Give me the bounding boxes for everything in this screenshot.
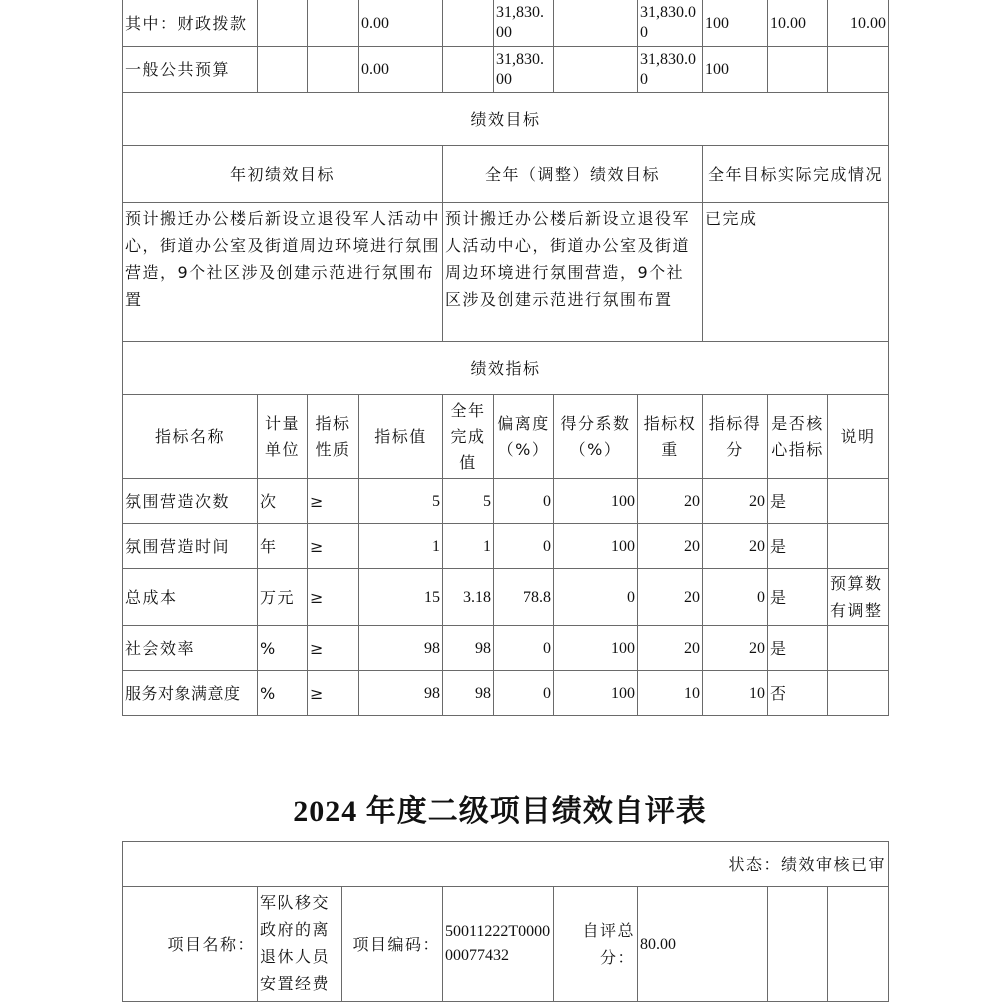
indicator-weight: 20 <box>638 524 703 569</box>
indicators-header-row <box>123 395 889 479</box>
project-name-label: 项目名称： <box>123 887 258 1002</box>
indicator-score: 20 <box>703 524 768 569</box>
header-score: 指标得分 <box>703 395 768 479</box>
indicator-target: 98 <box>359 671 443 716</box>
indicator-deviation: 78.8 <box>494 569 554 626</box>
second-performance-table <box>122 841 889 1002</box>
funding-cell <box>308 0 359 47</box>
indicator-name: 总成本 <box>123 569 258 626</box>
indicator-core: 是 <box>768 569 828 626</box>
funding-row <box>123 0 889 47</box>
indicator-target: 5 <box>359 479 443 524</box>
indicator-score: 20 <box>703 479 768 524</box>
funding-cell <box>258 0 308 47</box>
self-score-value: 80.00 <box>638 887 768 1002</box>
empty-cell <box>828 887 889 1002</box>
indicator-note <box>828 671 889 716</box>
indicator-coef: 100 <box>554 479 638 524</box>
indicator-coef: 100 <box>554 671 638 716</box>
indicator-target: 1 <box>359 524 443 569</box>
header-indicator-name: 指标名称 <box>123 395 258 479</box>
indicator-core: 是 <box>768 626 828 671</box>
funding-cell: 0.00 <box>359 47 443 93</box>
indicator-weight: 10 <box>638 671 703 716</box>
funding-label: 一般公共预算 <box>123 47 258 93</box>
status-label: 状态：绩效审核已审 <box>123 842 889 887</box>
indicator-actual: 1 <box>443 524 494 569</box>
indicator-weight: 20 <box>638 626 703 671</box>
indicator-name: 氛围营造时间 <box>123 524 258 569</box>
goals-adjusted-text: 预计搬迁办公楼后新设立退役军人活动中心，街道办公室及街道周边环境进行氛围营造，9个社区涉及创建示范进行氛围布置 <box>443 203 703 342</box>
empty-cell <box>768 887 828 1002</box>
indicator-deviation: 0 <box>494 479 554 524</box>
header-unit: 计量单位 <box>258 395 308 479</box>
indicator-unit: % <box>258 626 308 671</box>
indicator-nature: ≥ <box>308 479 359 524</box>
indicator-row <box>123 626 889 671</box>
indicator-note <box>828 524 889 569</box>
indicator-nature: ≥ <box>308 626 359 671</box>
indicator-weight: 20 <box>638 479 703 524</box>
indicator-note <box>828 626 889 671</box>
funding-label: 其中：财政拨款 <box>123 0 258 47</box>
header-weight: 指标权重 <box>638 395 703 479</box>
funding-cell <box>828 47 889 93</box>
indicator-row <box>123 479 889 524</box>
funding-cell <box>554 47 638 93</box>
indicator-core: 是 <box>768 479 828 524</box>
project-name-value: 军队移交政府的离退休人员安置经费 <box>258 887 342 1002</box>
indicator-core: 是 <box>768 524 828 569</box>
indicator-unit: % <box>258 671 308 716</box>
header-deviation: 偏离度（%） <box>494 395 554 479</box>
funding-cell <box>308 47 359 93</box>
indicator-score: 20 <box>703 626 768 671</box>
header-note: 说明 <box>828 395 889 479</box>
indicator-coef: 100 <box>554 524 638 569</box>
indicator-unit: 万元 <box>258 569 308 626</box>
indicator-actual: 98 <box>443 671 494 716</box>
indicator-deviation: 0 <box>494 524 554 569</box>
indicator-note: 预算数有调整 <box>828 569 889 626</box>
performance-table <box>122 0 889 716</box>
indicator-row <box>123 524 889 569</box>
indicator-deviation: 0 <box>494 626 554 671</box>
indicator-score: 0 <box>703 569 768 626</box>
goals-header-actual: 全年目标实际完成情况 <box>703 146 889 203</box>
indicator-row <box>123 569 889 626</box>
indicator-coef: 0 <box>554 569 638 626</box>
funding-cell <box>258 47 308 93</box>
indicator-row <box>123 671 889 716</box>
indicator-nature: ≥ <box>308 671 359 716</box>
indicator-unit: 年 <box>258 524 308 569</box>
indicator-name: 服务对象满意度 <box>123 671 258 716</box>
indicator-note <box>828 479 889 524</box>
indicator-nature: ≥ <box>308 569 359 626</box>
header-coef: 得分系数（%） <box>554 395 638 479</box>
funding-cell: 0.00 <box>359 0 443 47</box>
funding-cell: 31,830.00 <box>494 0 554 47</box>
indicator-actual: 3.18 <box>443 569 494 626</box>
second-table-title: 2024 年度二级项目绩效自评表 <box>293 795 707 828</box>
goals-header-adjusted: 全年（调整）绩效目标 <box>443 146 703 203</box>
funding-cell: 100 <box>703 0 768 47</box>
indicator-coef: 100 <box>554 626 638 671</box>
project-code-value: 50011222T000000077432 <box>443 887 554 1002</box>
header-target: 指标值 <box>359 395 443 479</box>
indicator-target: 15 <box>359 569 443 626</box>
funding-cell <box>768 47 828 93</box>
indicator-unit: 次 <box>258 479 308 524</box>
funding-cell <box>443 47 494 93</box>
funding-cell: 31,830.00 <box>638 47 703 93</box>
indicator-nature: ≥ <box>308 524 359 569</box>
indicator-core: 否 <box>768 671 828 716</box>
funding-cell: 100 <box>703 47 768 93</box>
funding-cell: 31,830.00 <box>638 0 703 47</box>
goals-actual-text: 已完成 <box>703 203 889 342</box>
indicator-weight: 20 <box>638 569 703 626</box>
funding-row <box>123 47 889 93</box>
project-code-label: 项目编码： <box>342 887 443 1002</box>
header-core: 是否核心指标 <box>768 395 828 479</box>
indicator-score: 10 <box>703 671 768 716</box>
goals-section-title: 绩效目标 <box>123 93 889 146</box>
indicator-deviation: 0 <box>494 671 554 716</box>
funding-cell: 31,830.00 <box>494 47 554 93</box>
indicator-name: 社会效率 <box>123 626 258 671</box>
funding-cell <box>554 0 638 47</box>
funding-cell: 10.00 <box>768 0 828 47</box>
funding-cell: 10.00 <box>828 0 889 47</box>
goals-header-initial: 年初绩效目标 <box>123 146 443 203</box>
indicator-actual: 5 <box>443 479 494 524</box>
self-score-label: 自评总分： <box>554 887 638 1002</box>
indicator-target: 98 <box>359 626 443 671</box>
indicator-actual: 98 <box>443 626 494 671</box>
goals-initial-text: 预计搬迁办公楼后新设立退役军人活动中心，街道办公室及街道周边环境进行氛围营造，9个社区涉及创建示范进行氛围布置 <box>123 203 443 342</box>
indicator-name: 氛围营造次数 <box>123 479 258 524</box>
header-nature: 指标性质 <box>308 395 359 479</box>
indicators-section-title: 绩效指标 <box>123 342 889 395</box>
header-actual: 全年完成值 <box>443 395 494 479</box>
funding-cell <box>443 0 494 47</box>
